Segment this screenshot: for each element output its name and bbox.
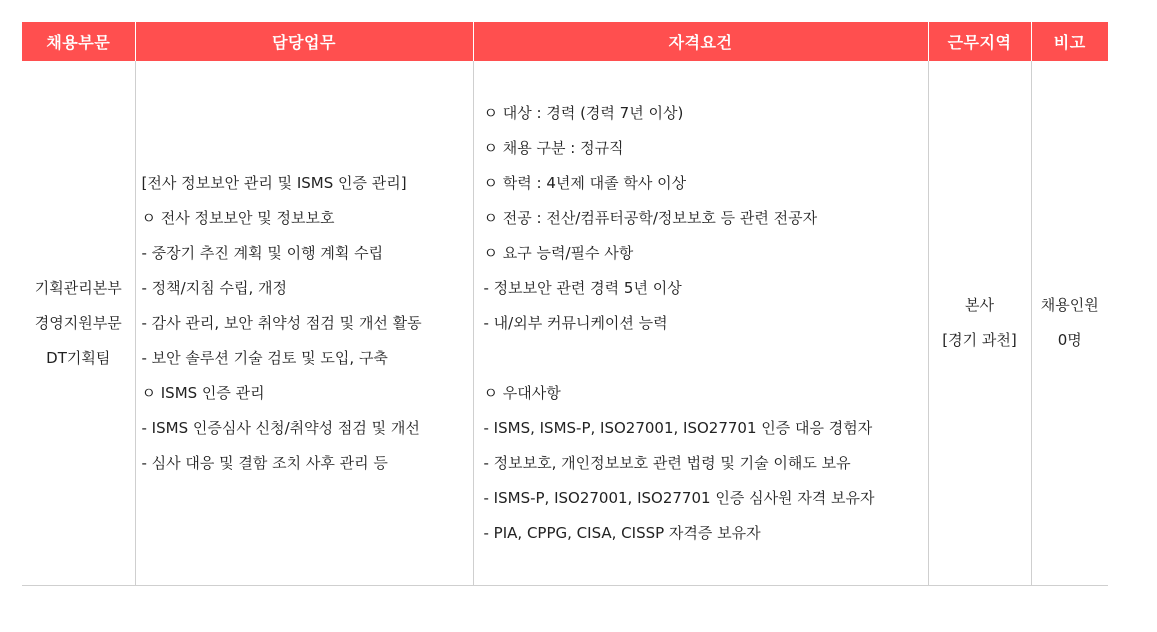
dept-line: 기획관리본부 xyxy=(34,278,122,297)
header-location: 근무지역 xyxy=(928,22,1031,61)
location-cell xyxy=(928,61,1031,586)
location-line: [경기 과천] xyxy=(942,331,1017,349)
qualification-line: ㅇ 요구 능력/필수 사항 xyxy=(483,243,634,262)
location-line: 본사 xyxy=(965,296,994,314)
preferred-line: - ISMS, ISMS-P, ISO27001, ISO27701 인증 대응 경험자 xyxy=(483,418,873,437)
qualification-line: ㅇ 학력 : 4년제 대졸 학사 이상 xyxy=(483,173,687,192)
qualification-line: ㅇ 대상 : 경력 (경력 7년 이상) xyxy=(483,103,684,122)
table-row xyxy=(22,61,1108,586)
header-qualifications: 자격요건 xyxy=(473,22,928,61)
qualification-line: ㅇ 전공 : 전산/컴퓨터공학/정보보호 등 관련 전공자 xyxy=(483,208,818,227)
qualification-line: ㅇ 채용 구분 : 정규직 xyxy=(483,138,624,157)
duty-line: - 심사 대응 및 결함 조치 사후 관리 등 xyxy=(141,453,388,472)
duty-line: ㅇ 전사 정보보안 및 정보보호 xyxy=(141,208,335,227)
qualification-line: - 내/외부 커뮤니케이션 능력 xyxy=(483,313,668,332)
dept-line: 경영지원부문 xyxy=(34,313,122,332)
header-dept: 채용부문 xyxy=(22,22,135,61)
preferred-line: - ISMS-P, ISO27001, ISO27701 인증 심사원 자격 보유자 xyxy=(483,488,875,507)
recruitment-table xyxy=(22,22,1108,586)
duty-line: - 중장기 추진 계획 및 이행 계획 수립 xyxy=(141,243,384,262)
duty-line: - 정책/지침 수립, 개정 xyxy=(141,278,287,297)
note-line: 0명 xyxy=(1057,331,1082,349)
qualification-line: - 정보보안 관련 경력 5년 이상 xyxy=(483,278,682,297)
preferred-line: - PIA, CPPG, CISA, CISSP 자격증 보유자 xyxy=(483,523,761,542)
duty-line: ㅇ ISMS 인증 관리 xyxy=(141,383,265,402)
duty-line: - 감사 관리, 보안 취약성 점검 및 개선 활동 xyxy=(141,313,422,332)
duty-line: - 보안 솔루션 기술 검토 및 도입, 구축 xyxy=(141,348,388,367)
header-duties: 담당업무 xyxy=(135,22,473,61)
duties-cell xyxy=(135,61,473,586)
qualifications-cell xyxy=(473,61,928,586)
dept-cell xyxy=(22,61,135,586)
duty-line: [전사 정보보안 관리 및 ISMS 인증 관리] xyxy=(141,173,407,192)
header-note: 비고 xyxy=(1031,22,1108,61)
note-cell xyxy=(1031,61,1108,586)
preferred-line: - 정보보호, 개인정보보호 관련 법령 및 기술 이해도 보유 xyxy=(483,453,851,472)
note-line: 채용인원 xyxy=(1040,296,1099,314)
dept-line: DT기획팀 xyxy=(46,348,111,367)
duty-line: - ISMS 인증심사 신청/취약성 점검 및 개선 xyxy=(141,418,420,437)
blank-line xyxy=(484,341,928,376)
recruitment-table-container xyxy=(22,22,1108,586)
table-header-row xyxy=(22,22,1108,61)
preferred-line: ㅇ 우대사항 xyxy=(483,383,561,402)
